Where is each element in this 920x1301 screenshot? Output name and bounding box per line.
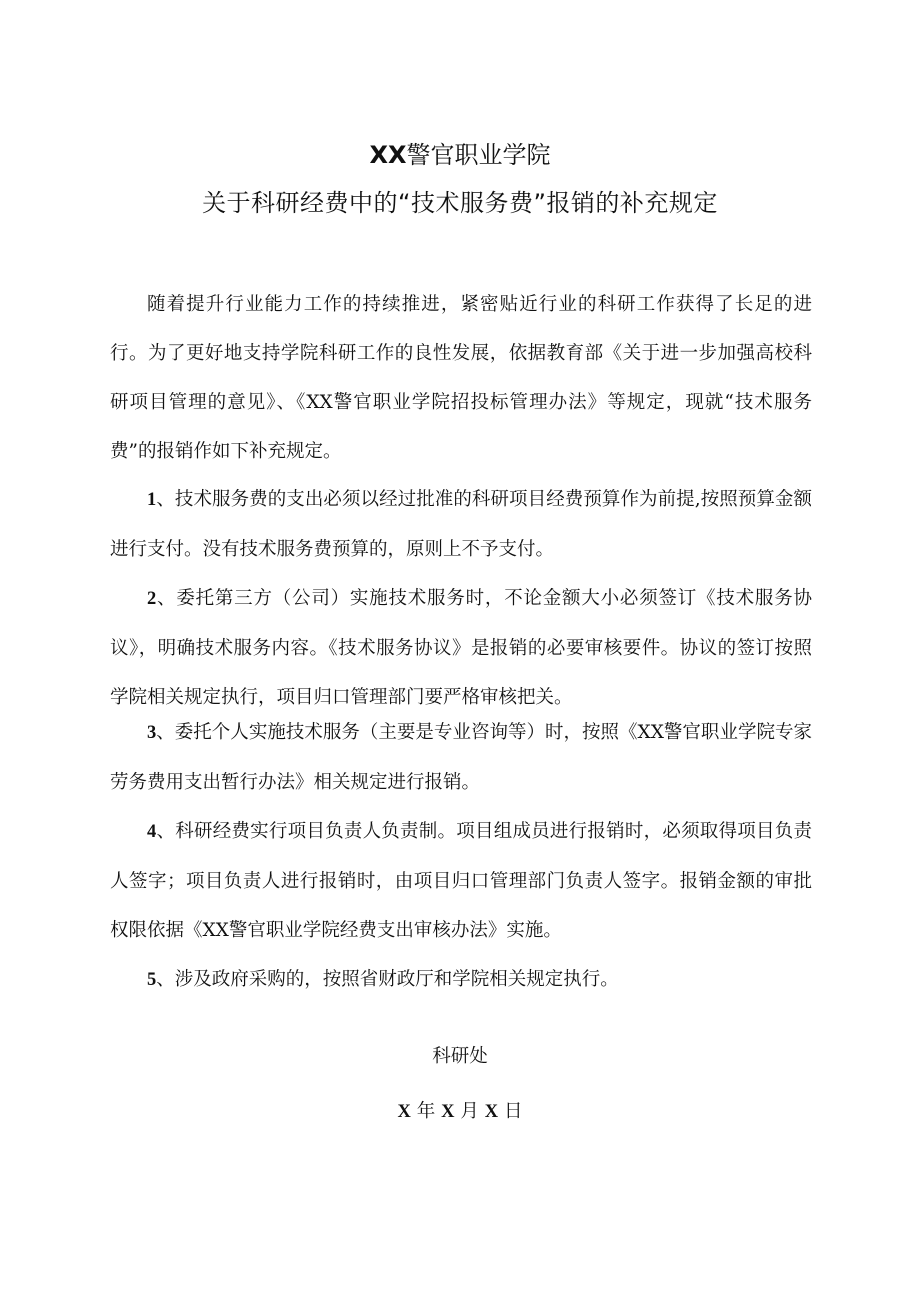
- rule-text: 、技术服务费的支出必须以经过批准的科研项目经费预算作为前提,按照预算金额进行支付。没有技术服务费预算的，原则上不予支付。: [110, 489, 812, 560]
- rule-number: 1: [147, 490, 157, 510]
- date-day: X: [484, 1102, 499, 1122]
- rule-text: 、科研经费实行项目负责人负责制。项目组成员进行报销时，必须取得项目负责人签字；项目负责人进行报销时，由项目归口管理部门负责人签字。报销金额的审批权限依据《XX警官职业学院经费支出审核办法》实施。: [110, 821, 812, 941]
- rule-number: 3: [147, 723, 157, 743]
- rule-item-5: [110, 955, 812, 1005]
- institute-name: 警官职业学院: [406, 141, 551, 169]
- intro-paragraph: 随着提升行业能力工作的持续推进，紧密贴近行业的科研工作获得了长足的进行。为了更好地支持学院科研工作的良性发展，依据教育部《关于进一步加强高校科研项目管理的意见》、《XX警官职业学院招投标管理办法》等规定，现就“技术服务费”的报销作如下补充规定。: [110, 294, 812, 462]
- date-year: X: [397, 1102, 411, 1122]
- document-subtitle: 关于科研经费中的“技术服务费”报销的补充规定: [202, 189, 718, 217]
- signature-date: [0, 1097, 920, 1123]
- rule-text: 、涉及政府采购的，按照省财政厅和学院相关规定执行。: [156, 969, 619, 990]
- rule-item-3: [110, 708, 812, 807]
- rule-text: 、委托第三方（公司）实施技术服务时，不论金额大小必须签订《技术服务协议》，明确技术服务内容。《技术服务协议》是报销的必要审核要件。协议的签订按照学院相关规定执行，项目归口管理部门要严格审核把关。: [110, 588, 812, 708]
- rule-number: 4: [147, 822, 157, 842]
- rule-item-2: [110, 574, 812, 722]
- institute-title: [0, 135, 920, 170]
- rule-text: 、委托个人实施技术服务（主要是专业咨询等）时，按照《XX警官职业学院专家劳务费用支出暂行办法》相关规定进行报销。: [110, 722, 812, 793]
- rule-item-4: [110, 807, 812, 955]
- date-month-unit: 月: [460, 1101, 479, 1122]
- date-day-unit: 日: [504, 1101, 523, 1122]
- signature-department: 科研处: [432, 1046, 488, 1067]
- date-year-unit: 年: [416, 1101, 436, 1122]
- institute-code: XX: [369, 141, 407, 169]
- date-month: X: [441, 1102, 455, 1122]
- rule-item-1: [110, 475, 812, 574]
- rule-number: 5: [147, 970, 157, 990]
- rule-number: 2: [147, 589, 157, 609]
